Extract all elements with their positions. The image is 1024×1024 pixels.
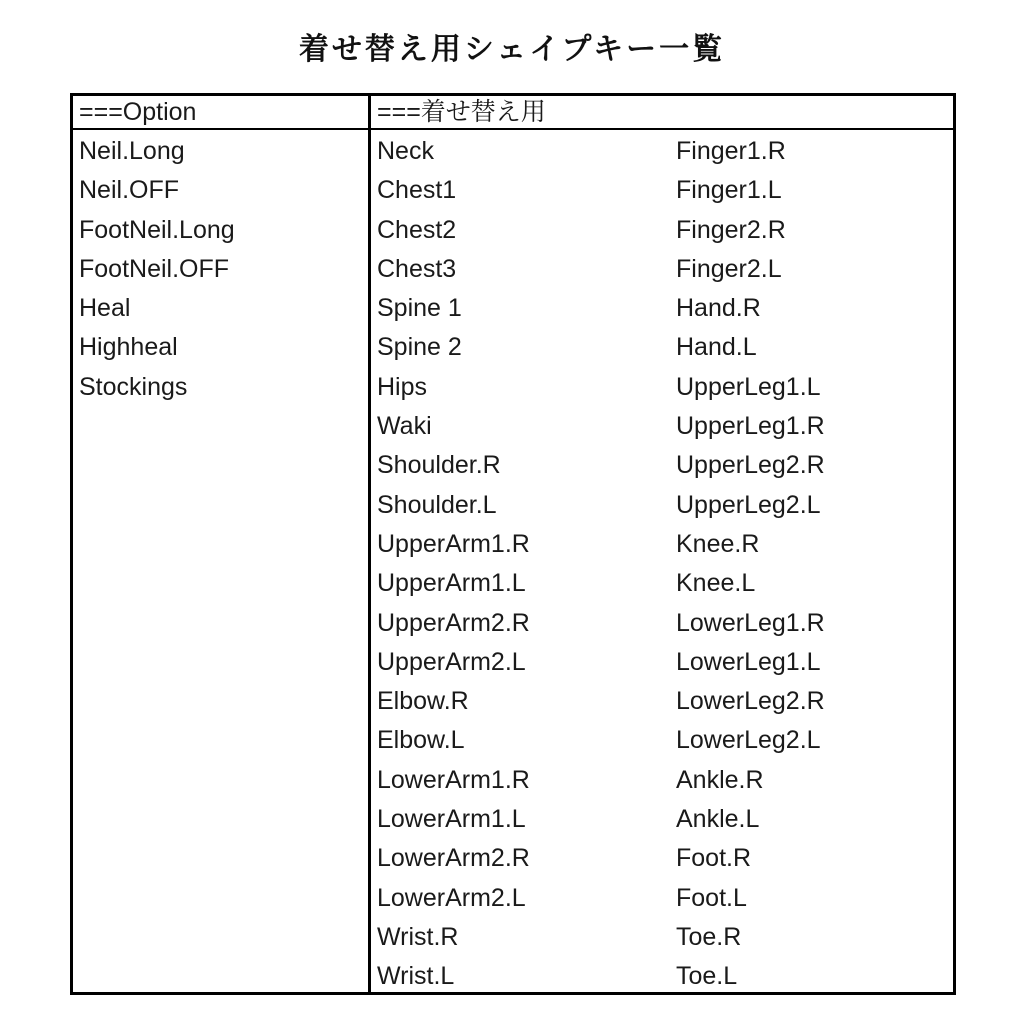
shape-key-item: Finger2.L <box>676 254 782 283</box>
shape-key-item: LowerArm2.L <box>377 883 526 912</box>
shape-key-item: Hand.L <box>676 333 757 362</box>
shape-key-item: UpperLeg1.R <box>676 412 825 441</box>
shape-key-item: Chest2 <box>377 215 457 244</box>
shape-key-item: Foot.L <box>676 883 747 912</box>
option-item: FootNeil.OFF <box>79 254 230 283</box>
shape-key-item: UpperLeg1.L <box>676 372 821 401</box>
shape-key-item: Knee.L <box>676 569 756 598</box>
option-item: Neil.Long <box>79 137 185 165</box>
shape-key-item: Elbow.L <box>377 726 465 755</box>
shape-key-table <box>70 93 956 995</box>
shape-key-item: UpperLeg2.L <box>676 490 821 519</box>
shape-key-item: UpperArm1.L <box>377 569 526 598</box>
shape-key-item: LowerLeg2.R <box>676 687 825 716</box>
shape-key-item: Elbow.R <box>377 687 469 716</box>
option-item: Heal <box>79 294 131 323</box>
shape-key-item: Ankle.R <box>676 765 764 794</box>
shape-key-item: Toe.R <box>676 922 742 951</box>
shape-key-item: Spine 2 <box>377 333 462 362</box>
shape-key-item: LowerArm1.L <box>377 805 526 834</box>
page-title: 着せ替え用シェイプキー一覧 <box>298 33 726 66</box>
shape-key-item: Finger1.R <box>676 137 786 165</box>
shape-key-item: Waki <box>377 412 432 441</box>
option-item: Stockings <box>79 372 188 401</box>
shape-key-item: LowerLeg1.L <box>676 647 821 676</box>
shape-key-item: Shoulder.L <box>377 490 497 519</box>
shape-key-item: Hips <box>377 372 428 401</box>
shape-key-item: Shoulder.R <box>377 451 501 480</box>
option-column-header: ===Option <box>73 96 368 130</box>
shape-key-item: Neck <box>377 137 434 165</box>
shape-key-item: Chest1 <box>377 176 457 205</box>
option-column <box>73 96 371 992</box>
option-item: Highheal <box>79 333 178 362</box>
shape-key-item: UpperArm2.R <box>377 608 530 637</box>
shape-key-item: LowerLeg2.L <box>676 726 821 755</box>
shape-key-item: Finger2.R <box>676 215 786 244</box>
dressup-column-header: ===着せ替え用 <box>371 96 953 130</box>
shape-key-item: Toe.L <box>676 962 738 991</box>
option-item: Neil.OFF <box>79 176 179 205</box>
shape-key-item: Foot.R <box>676 844 752 873</box>
shape-key-item: UpperLeg2.R <box>676 451 825 480</box>
shape-key-item: LowerArm2.R <box>377 844 530 873</box>
dressup-lists <box>371 130 953 992</box>
shape-key-item: Ankle.L <box>676 805 760 834</box>
shape-key-item: Chest3 <box>377 254 457 283</box>
dressup-list-left <box>371 132 670 992</box>
shape-key-item: LowerArm1.R <box>377 765 530 794</box>
option-list <box>73 130 368 992</box>
shape-key-item: LowerLeg1.R <box>676 608 825 637</box>
shape-key-item: Finger1.L <box>676 176 782 205</box>
shape-key-item: UpperArm1.R <box>377 529 530 558</box>
shape-key-item: Wrist.R <box>377 922 459 951</box>
dressup-column <box>371 96 953 992</box>
option-item: FootNeil.Long <box>79 215 235 244</box>
shape-key-item: Knee.R <box>676 529 760 558</box>
dressup-list-right <box>670 132 953 992</box>
shape-key-item: Wrist.L <box>377 962 455 991</box>
shape-key-item: Spine 1 <box>377 294 462 323</box>
shape-key-item: Hand.R <box>676 294 761 323</box>
shape-key-item: UpperArm2.L <box>377 647 526 676</box>
